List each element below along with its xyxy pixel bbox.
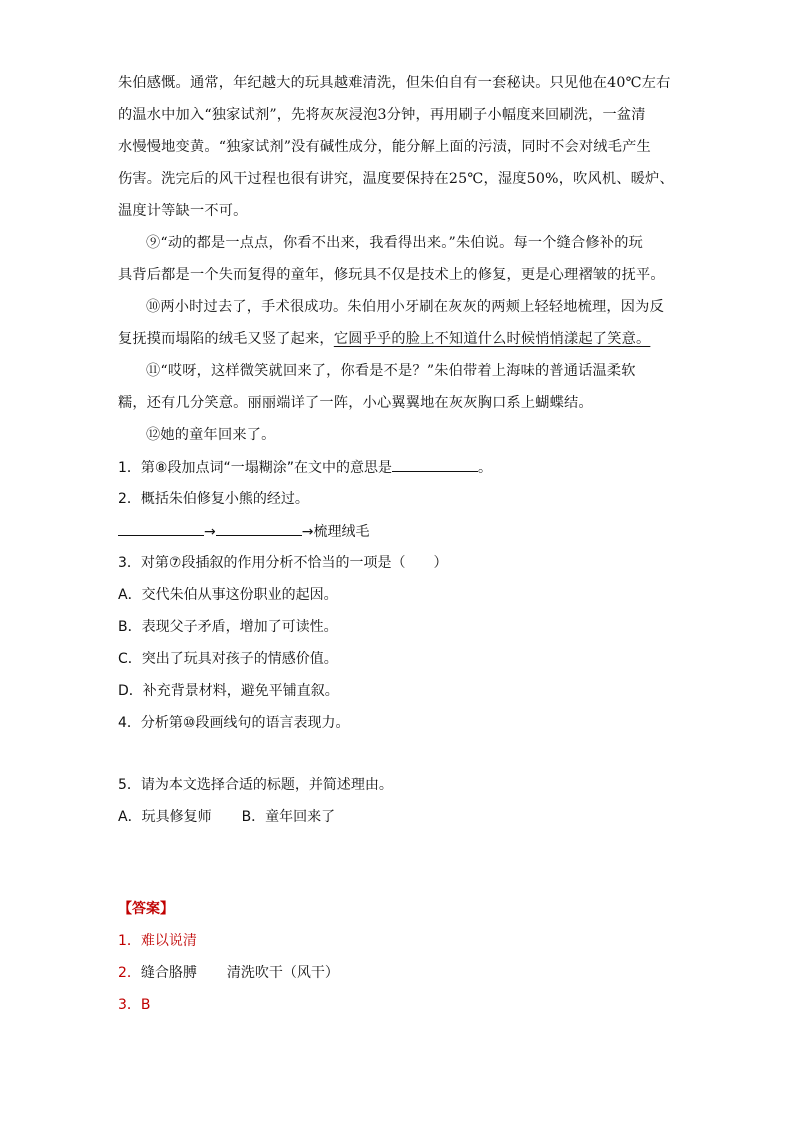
answer-1: 1．难以说清	[118, 933, 197, 949]
passage-line: 朱伯感慨。通常，年纪越大的玩具越难清洗，但朱伯自有一套秘诀。只见他在40℃左右	[118, 75, 671, 91]
answer-blank	[216, 521, 302, 536]
answer-number: 2．	[118, 965, 141, 981]
question-2: 2．概括朱伯修复小熊的经过。	[118, 491, 309, 507]
arrow: →	[204, 524, 216, 540]
question-text: 。	[477, 460, 492, 476]
answer-blank	[392, 457, 478, 472]
answer-text: 清洗吹干（风干）	[226, 965, 339, 981]
passage-line: ⑫她的童年回来了。	[146, 427, 276, 443]
flow-end-step: 梳理绒毛	[313, 524, 370, 540]
question-4: 4．分析第⑩段画线句的语言表现力。	[118, 715, 350, 731]
question-5-options	[118, 807, 335, 827]
passage-line: ⑩两小时过去了，手术很成功。朱伯用小牙刷在灰灰的两颊上轻轻地梳理，因为反	[146, 299, 664, 315]
answer-blank	[118, 521, 204, 536]
option-d: D．补充背景材料，避免平铺直叙。	[118, 683, 339, 699]
option-c: C．突出了玩具对孩子的情感价值。	[118, 651, 338, 667]
passage-line: 伤害。洗完后的风干过程也很有讲究，温度要保持在25℃，湿度50%，吹风机、暖炉、	[118, 171, 674, 187]
passage-line: ⑪“哎呀，这样微笑就回来了，你看是不是？”朱伯带着上海味的普通话温柔软	[146, 363, 636, 379]
passage-line: 水慢慢地变黄。“独家试剂”没有碱性成分，能分解上面的污渍，同时不会对绒毛产生	[118, 139, 651, 155]
answer-2	[118, 963, 339, 983]
answer-heading: 【答案】	[118, 901, 174, 917]
passage-line: 的温水中加入“独家试剂”，先将灰灰浸泡3分钟，再用刷子小幅度来回刷洗，一盆清	[118, 107, 646, 123]
option-a: A．玩具修复师	[118, 809, 212, 825]
passage-line: 糯，还有几分笑意。丽丽端详了一阵，小心翼翼地在灰灰胸口系上蝴蝶结。	[118, 395, 593, 411]
question-1	[118, 457, 492, 478]
passage-line: 温度计等缺一不可。	[118, 203, 248, 219]
arrow: →	[301, 524, 314, 540]
question-text: 1．第⑧段加点词“一塌糊涂”在文中的意思是	[118, 460, 392, 476]
question-2-flow	[118, 521, 369, 542]
passage-line	[118, 329, 650, 349]
underlined-sentence: 它圆乎乎的脸上不知道什么时候悄悄漾起了笑意。	[333, 331, 651, 347]
answer-text: 缝合胳膊	[140, 965, 197, 981]
passage-line: ⑨“动的都是一点点，你看不出来，我看得出来。”朱伯说。每一个缝合修补的玩	[146, 235, 643, 251]
answer-3: 3．B	[118, 997, 151, 1013]
passage-line: 具背后都是一个失而复得的童年，修玩具不仅是技术上的修复，更是心理褶皱的抚平。	[118, 267, 665, 283]
question-3: 3．对第⑦段插叙的作用分析不恰当的一项是（ ）	[118, 555, 448, 571]
option-a: A．交代朱伯从事这份职业的起因。	[118, 587, 338, 603]
option-b: B．表现父子矛盾，增加了可读性。	[118, 619, 338, 635]
option-b: B．童年回来了	[241, 809, 336, 825]
passage-text: 复抚摸而塌陷的绒毛又竖了起来，	[118, 331, 334, 347]
question-5: 5．请为本文选择合适的标题，并简述理由。	[118, 777, 393, 793]
